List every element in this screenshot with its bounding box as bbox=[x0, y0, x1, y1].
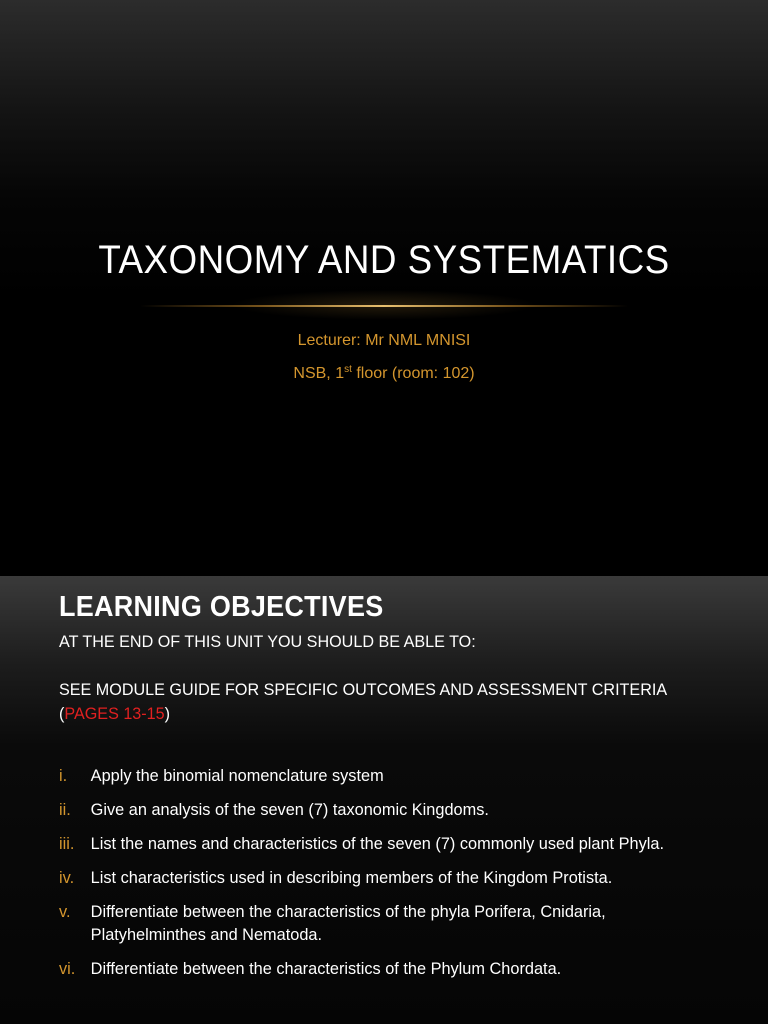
module-guide-note bbox=[59, 678, 667, 726]
location-prefix: NSB, 1 bbox=[293, 365, 345, 382]
list-item-text: Differentiate between the characteristics of the Phylum Chordata. bbox=[90, 959, 562, 978]
location-suffix: floor (room: 102) bbox=[351, 365, 475, 382]
list-item-text: Give an analysis of the seven (7) taxonomic Kingdoms. bbox=[90, 800, 489, 819]
list-item-numeral: v. bbox=[59, 902, 71, 921]
list-item-text: List characteristics used in describing members of the Kingdom Protista. bbox=[90, 868, 613, 887]
list-item-numeral: i. bbox=[59, 766, 68, 785]
list-item-text: Apply the binomial nomenclature system bbox=[90, 766, 384, 785]
list-item bbox=[59, 866, 683, 889]
objectives-intro: AT THE END OF THIS UNIT YOU SHOULD BE ABLE TO: bbox=[59, 632, 476, 651]
objectives-list bbox=[59, 764, 709, 991]
module-guide-pages: PAGES 13-15 bbox=[64, 704, 165, 723]
list-item bbox=[59, 900, 683, 946]
module-guide-open-paren: ( bbox=[59, 704, 65, 723]
module-guide-text: SEE MODULE GUIDE FOR SPECIFIC OUTCOMES AND ASSESSMENT CRITERIA bbox=[59, 680, 668, 699]
slide-title: TAXONOMY AND SYSTEMATICS bbox=[98, 238, 670, 282]
list-item-text: List the names and characteristics of the seven (7) commonly used plant Phyla. bbox=[90, 834, 664, 853]
list-item-numeral: iv. bbox=[59, 868, 75, 887]
lecturer-location bbox=[0, 365, 768, 383]
list-item-text: Differentiate between the characteristics of the phyla Porifera, Cnidaria, Platyhelminthes and Nematoda. bbox=[90, 902, 606, 944]
list-item bbox=[59, 798, 683, 821]
list-item-numeral: ii. bbox=[59, 800, 71, 819]
list-item-numeral: iii. bbox=[59, 834, 75, 853]
module-guide-close-paren: ) bbox=[164, 704, 171, 723]
list-item bbox=[59, 957, 683, 980]
list-item bbox=[59, 764, 683, 787]
learning-objectives-heading: LEARNING OBJECTIVES bbox=[59, 591, 384, 623]
title-divider bbox=[140, 305, 628, 307]
location-ordinal: st bbox=[344, 364, 352, 375]
list-item-numeral: vi. bbox=[59, 959, 76, 978]
list-item bbox=[59, 832, 683, 855]
lecturer-name: Lecturer: Mr NML MNISI bbox=[297, 332, 471, 349]
